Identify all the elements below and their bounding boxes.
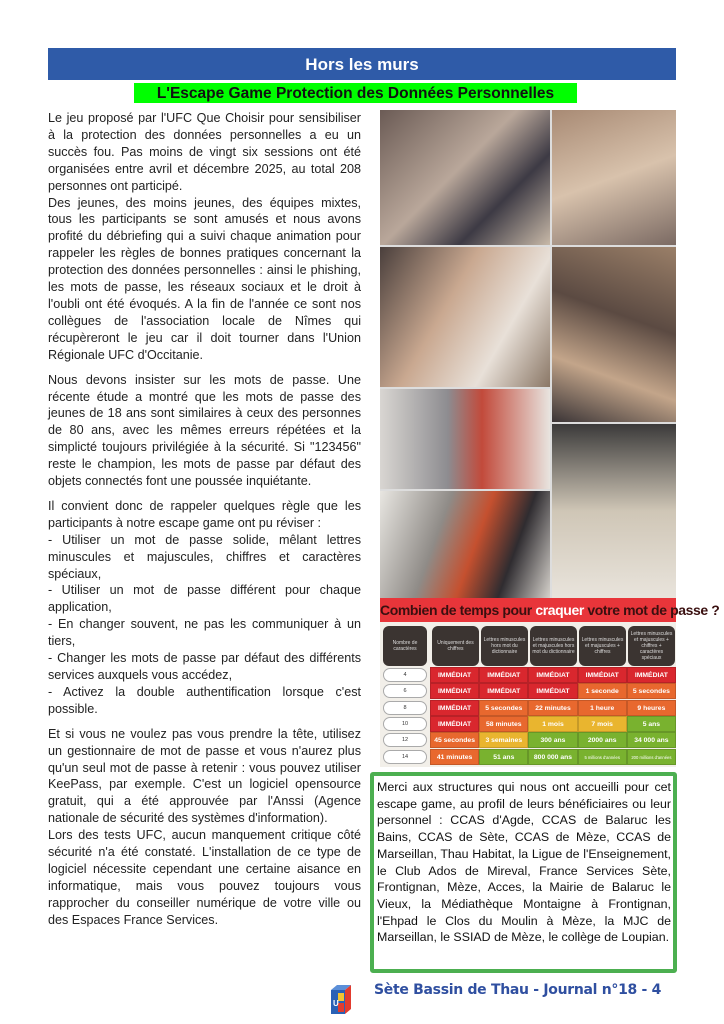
- photo-cipher-wheel: [552, 247, 676, 422]
- row-length-label: 14: [383, 750, 427, 764]
- crack-time-cell: IMMÉDIAT: [578, 667, 627, 683]
- article-paragraph: [48, 110, 361, 364]
- crack-time-cell: 22 minutes: [528, 700, 577, 716]
- article-text: - Utiliser un mot de passe solide, mêlant lettres minuscules et majuscules, chiffres et caractères spéciaux,: [48, 532, 361, 581]
- photo-collage: [380, 110, 676, 598]
- password-crack-table: [380, 622, 676, 767]
- article-text: Lors des tests UFC, aucun manquement critique côté sécurité n'a été constaté. L'installation de ce type de logiciel nécessite cependant une certaine aisance en informatique, mais vous pouvez toujours vous rapprocher du conseiller numérique de votre ville ou des Espaces France Services.: [48, 828, 361, 927]
- crack-time-cell: IMMÉDIAT: [430, 700, 479, 716]
- row-length-label: 12: [383, 733, 427, 747]
- article-text: Il convient donc de rappeler quelques règle que les participants à notre escape game ont pu réviser :: [48, 498, 361, 530]
- row-length-label: 4: [383, 668, 427, 682]
- crack-time-cell: 34 000 ans: [627, 732, 676, 748]
- poster-title-highlight: craquer: [535, 602, 584, 618]
- crack-time-cell: IMMÉDIAT: [430, 716, 479, 732]
- article-text: - En changer souvent, ne pas les communiquer à un tiers,: [48, 617, 361, 649]
- photo-players-writing: [380, 247, 550, 387]
- poster-title: [380, 598, 720, 622]
- poster-title-text: Combien de temps pour: [380, 602, 536, 618]
- crack-time-cell: 5 millions d'années: [578, 749, 627, 765]
- photo-banner-stand: [380, 389, 550, 489]
- crack-time-cell: IMMÉDIAT: [528, 683, 577, 699]
- crack-time-cell: IMMÉDIAT: [430, 667, 479, 683]
- crack-time-cell: 9 heures: [627, 700, 676, 716]
- article-text: Et si vous ne voulez pas vous prendre la tête, utilisez un gestionnaire de mot de passe et vous n'aurez plus qu'un seul mot de passe à retenir : vous pouvez utiliser KeePass, par exemple. C'est un logiciel opensource gratuit, qui a été approuvée par l'Anssi (Agence nationale de sécurité des systèmes d'information).: [48, 726, 361, 826]
- crack-time-cell: IMMÉDIAT: [479, 667, 528, 683]
- crack-time-cell: 58 minutes: [479, 716, 528, 732]
- crack-time-cell: 300 ans: [528, 732, 577, 748]
- crack-time-cell: IMMÉDIAT: [430, 683, 479, 699]
- article-paragraph: [48, 498, 361, 718]
- thanks-box: Merci aux structures qui nous ont accueilli pour cet escape game, au profil de leurs bénéficiaires ou leur personnel : CCAS d'Agde, CCAS de Balaruc les Bains, CCAS de Sète, CCAS de Mèze, CCAS de Marseillan, Thau Habitat, la Ligue de l'Enseignement, le Club Ados de Mireval, France Services Sète, Frontignan, Mèze, Acces, la Mairie de Balaruc le Vieux, la Médiathèque Montaigne à Frontignan, l'Ehpad le Clos du Moulin à Mèze, la MJC de Marseillan, le SSIAD de Mèze, le collège de Loupian.: [370, 772, 677, 973]
- crack-time-cell: 5 secondes: [627, 683, 676, 699]
- table-header-cell: Lettres minuscules et majuscules + chiffres + caractères spéciaux: [628, 626, 675, 666]
- crack-time-cell: 2000 ans: [578, 732, 627, 748]
- section-banner: Hors les murs: [48, 48, 676, 80]
- crack-time-cell: 51 ans: [479, 749, 528, 765]
- row-length-label: 8: [383, 701, 427, 715]
- article-text: - Changer les mots de passe par défaut des différents services auxquels vous accédez,: [48, 651, 361, 682]
- crack-time-cell: IMMÉDIAT: [627, 667, 676, 683]
- photo-group-poster: [380, 491, 550, 598]
- row-length-label: 10: [383, 717, 427, 731]
- table-header-cell: Lettres minuscules et majuscules hors mot du dictionnaire: [530, 626, 577, 666]
- article-text: Le jeu proposé par l'UFC Que Choisir pour sensibiliser à la protection des données personnelles a eu un succès fou. Pas moins de vingt six sessions ont été organisées entre avril et décembre 2025, au total 208 personnes ont participé.: [48, 111, 361, 193]
- article-text: - Activez la double authentification lorsque c'est possible.: [48, 684, 361, 716]
- crack-time-cell: 45 secondes: [430, 732, 479, 748]
- crack-time-cell: 800 000 ans: [528, 749, 577, 765]
- svg-text:U: U: [333, 999, 339, 1008]
- article-title: L'Escape Game Protection des Données Personnelles: [134, 83, 577, 103]
- poster-title-text-end: votre mot de passe ?: [583, 602, 720, 618]
- crack-time-cell: IMMÉDIAT: [479, 683, 528, 699]
- table-header-cell: Lettres minuscules hors mot du dictionnaire: [481, 626, 528, 666]
- crack-time-cell: 41 minutes: [430, 749, 479, 765]
- crack-time-cell: 5 secondes: [479, 700, 528, 716]
- crack-time-cell: 3 semaines: [479, 732, 528, 748]
- ufc-logo: [327, 984, 353, 1014]
- crack-time-cell: 5 ans: [627, 716, 676, 732]
- photo-game-box: [552, 424, 676, 598]
- crack-time-cell: 1 mois: [528, 716, 577, 732]
- table-header-cell: Nombre de caractères: [383, 626, 427, 666]
- crack-time-cell: 1 seconde: [578, 683, 627, 699]
- article-paragraph: [48, 372, 361, 490]
- crack-time-cell: 1 heure: [578, 700, 627, 716]
- footer-journal-title: Sète Bassin de Thau - Journal n°18 - 4: [374, 982, 662, 998]
- article-body: [48, 110, 361, 937]
- row-length-label: 6: [383, 684, 427, 698]
- article-text: Des jeunes, des moins jeunes, des équipes mixtes, tous les participants se sont amusés et nous avons profité du débriefing qui a suivi chaque animation pour rappeler les règles de bonnes pratiques concernant la protection des données personnelles : ainsi le phishing, les mots de passe, les réseaux sociaux et le droit à l'oubli ont été évoqués. A la fin de l'année ce sont nos collègues de l'association locale de Nîmes qui récupèreront le jeu car il doit tourner dans l'Union Régionale UFC d'Occitanie.: [48, 195, 361, 362]
- photo-players-at-board: [380, 110, 550, 245]
- crack-time-cell: IMMÉDIAT: [528, 667, 577, 683]
- article-paragraph: [48, 726, 361, 929]
- table-header-cell: Lettres minuscules et majuscules + chiffres: [579, 626, 626, 666]
- crack-time-cell: 7 mois: [578, 716, 627, 732]
- crack-time-cell: 200 millions d'années: [627, 749, 676, 765]
- article-text: - Utiliser un mot de passe différent pour chaque application,: [48, 583, 361, 615]
- table-header-cell: Uniquement des chiffres: [432, 626, 479, 666]
- photo-table-tablets: [552, 110, 676, 245]
- article-text: Nous devons insister sur les mots de passe. Une récente étude a montré que les mots de passe des jeunes de 18 ans sont similaires à ceux des personnes de 80 ans, avec les mêmes erreurs répétées et la simplicté toujours privilégiée à la sécurité. Si "123456" reste le champion, les mots de passe par défaut des objets connectés font une poussée inquiétante.: [48, 372, 361, 489]
